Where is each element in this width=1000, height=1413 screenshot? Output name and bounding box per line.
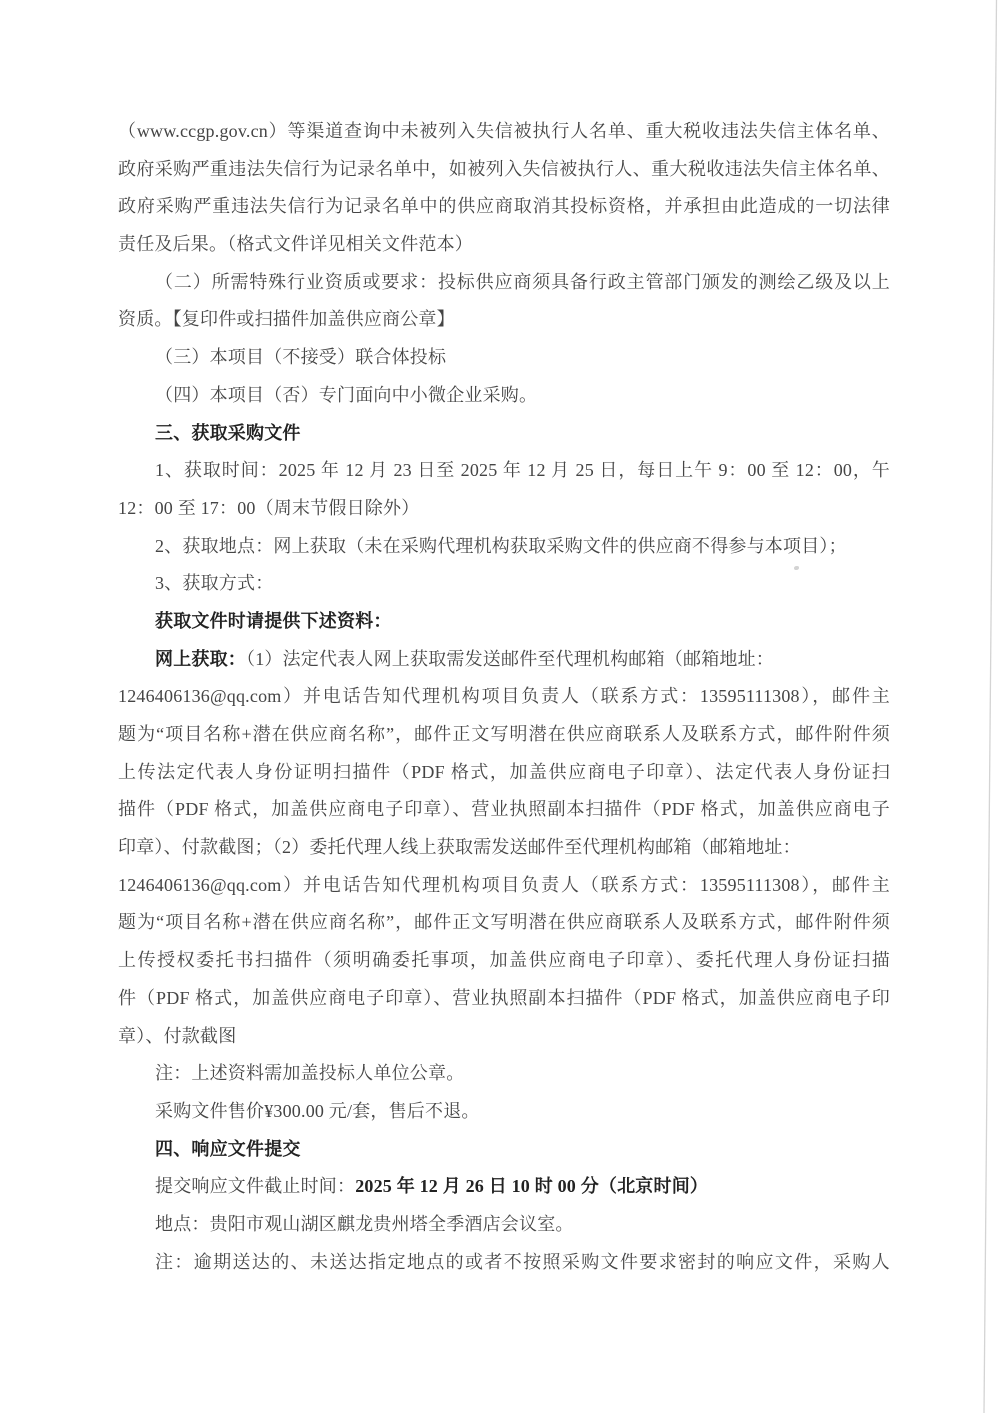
text-line <box>118 942 890 980</box>
text-segment: 章）、付款截图 <box>118 1025 237 1046</box>
text-segment: 3、获取方式： <box>155 573 274 594</box>
text-segment: 资质。【复印件或扫描件加盖供应商公章】 <box>118 309 455 330</box>
bold-text-segment: 获取文件时请提供下述资料： <box>155 610 392 631</box>
text-segment: 提交响应文件截止时间： <box>155 1176 356 1197</box>
text-line <box>118 264 890 302</box>
text-line <box>118 829 890 867</box>
text-segment: 1246406136@qq.com）并电话告知代理机构项目负责人（联系方式：13595111308），邮件主 <box>118 874 890 895</box>
text-segment: 责任及后果。（格式文件详见相关文件范本） <box>118 234 473 255</box>
text-line <box>118 678 890 716</box>
bold-text-segment: 三、获取采购文件 <box>155 422 301 443</box>
text-segment: （四）本项目（否）专门面向中小微企业采购。 <box>155 384 538 405</box>
text-line <box>118 226 890 264</box>
text-segment: 12：00 至 17：00（周末节假日除外） <box>118 497 420 518</box>
text-segment: （1）法定代表人网上获取需发送邮件至代理机构邮箱（邮箱地址： <box>246 648 774 669</box>
text-line <box>118 904 890 942</box>
text-segment: （三）本项目（不接受）联合体投标 <box>155 347 447 368</box>
text-segment: 2、获取地点：网上获取（未在采购代理机构获取采购文件的供应商不得参与本项目）； <box>155 535 847 556</box>
text-segment: （二）所需特殊行业资质或要求：投标供应商须具备行政主管部门颁发的测绘乙级及以上 <box>155 271 890 292</box>
text-line <box>118 641 890 679</box>
text-line <box>118 1055 890 1093</box>
text-segment: 采购文件售价¥300.00 元/套，售后不退。 <box>155 1100 480 1121</box>
text-line <box>118 377 890 415</box>
text-block <box>118 113 890 1281</box>
text-line <box>118 1244 890 1282</box>
text-line <box>118 791 890 829</box>
text-line <box>118 452 890 490</box>
text-line <box>118 415 890 453</box>
text-segment: （www.ccgp.gov.cn）等渠道查询中未被列入失信被执行人名单、重大税收违法失信主体名单、 <box>118 121 890 141</box>
text-line <box>118 1093 890 1131</box>
text-segment: 上传法定代表人身份证明扫描件（PDF 格式，加盖供应商电子印章）、法定代表人身份证扫 <box>118 761 890 782</box>
text-line <box>118 301 890 339</box>
text-segment: 上传授权委托书扫描件（须明确委托事项，加盖供应商电子印章）、委托代理人身份证扫描 <box>118 950 890 971</box>
text-line <box>118 716 890 754</box>
text-segment: 描件（PDF 格式，加盖供应商电子印章）、营业执照副本扫描件（PDF 格式，加盖供应商电子 <box>118 799 890 820</box>
text-line <box>118 151 890 189</box>
text-segment: 题为“项目名称+潜在供应商名称”，邮件正文写明潜在供应商联系人及联系方式，邮件附件须 <box>118 724 890 744</box>
text-line <box>118 603 890 641</box>
scan-speck <box>794 566 799 570</box>
text-segment: 1、获取时间：2025 年 12 月 23 日至 2025 年 12 月 25 日，每日上午 9：00 至 12：00，午 <box>155 460 890 481</box>
bold-text-segment: 2025 年 12 月 26 日 10 时 00 分（北京时间） <box>355 1176 709 1197</box>
text-segment: 1246406136@qq.com）并电话告知代理机构项目负责人（联系方式：13595111308），邮件主 <box>118 686 890 707</box>
text-line <box>118 188 890 226</box>
text-line <box>118 528 890 566</box>
text-line <box>118 113 890 151</box>
bold-text-segment: 四、响应文件提交 <box>155 1138 301 1159</box>
text-line <box>118 339 890 377</box>
text-segment: 地点：贵阳市观山湖区麒龙贵州塔全季酒店会议室。 <box>155 1213 574 1234</box>
text-line <box>118 1018 890 1056</box>
text-segment: 政府采购严重违法失信行为记录名单中，如被列入失信被执行人、重大税收违法失信主体名单、 <box>118 158 890 179</box>
text-line <box>118 565 890 603</box>
text-segment: 印章）、付款截图；（2）委托代理人线上获取需发送邮件至代理机构邮箱（邮箱地址： <box>118 837 801 858</box>
text-line <box>118 490 890 528</box>
text-segment: 件（PDF 格式，加盖供应商电子印章）、营业执照副本扫描件（PDF 格式，加盖供应商电子印 <box>118 987 890 1008</box>
text-segment: 注：上述资料需加盖投标人单位公章。 <box>155 1063 465 1084</box>
bold-text-segment: 网上获取： <box>155 648 246 669</box>
text-segment: 题为“项目名称+潜在供应商名称”，邮件正文写明潜在供应商联系人及联系方式，邮件附件须 <box>118 912 890 933</box>
text-line <box>118 1168 890 1206</box>
text-line <box>118 1131 890 1169</box>
text-line <box>118 754 890 792</box>
text-segment: 政府采购严重违法失信行为记录名单中的供应商取消其投标资格，并承担由此造成的一切法律 <box>118 196 890 217</box>
text-line <box>118 980 890 1018</box>
text-line <box>118 1206 890 1244</box>
text-line <box>118 867 890 905</box>
text-segment: 注：逾期送达的、未送达指定地点的或者不按照采购文件要求密封的响应文件，采购人 <box>155 1251 890 1272</box>
